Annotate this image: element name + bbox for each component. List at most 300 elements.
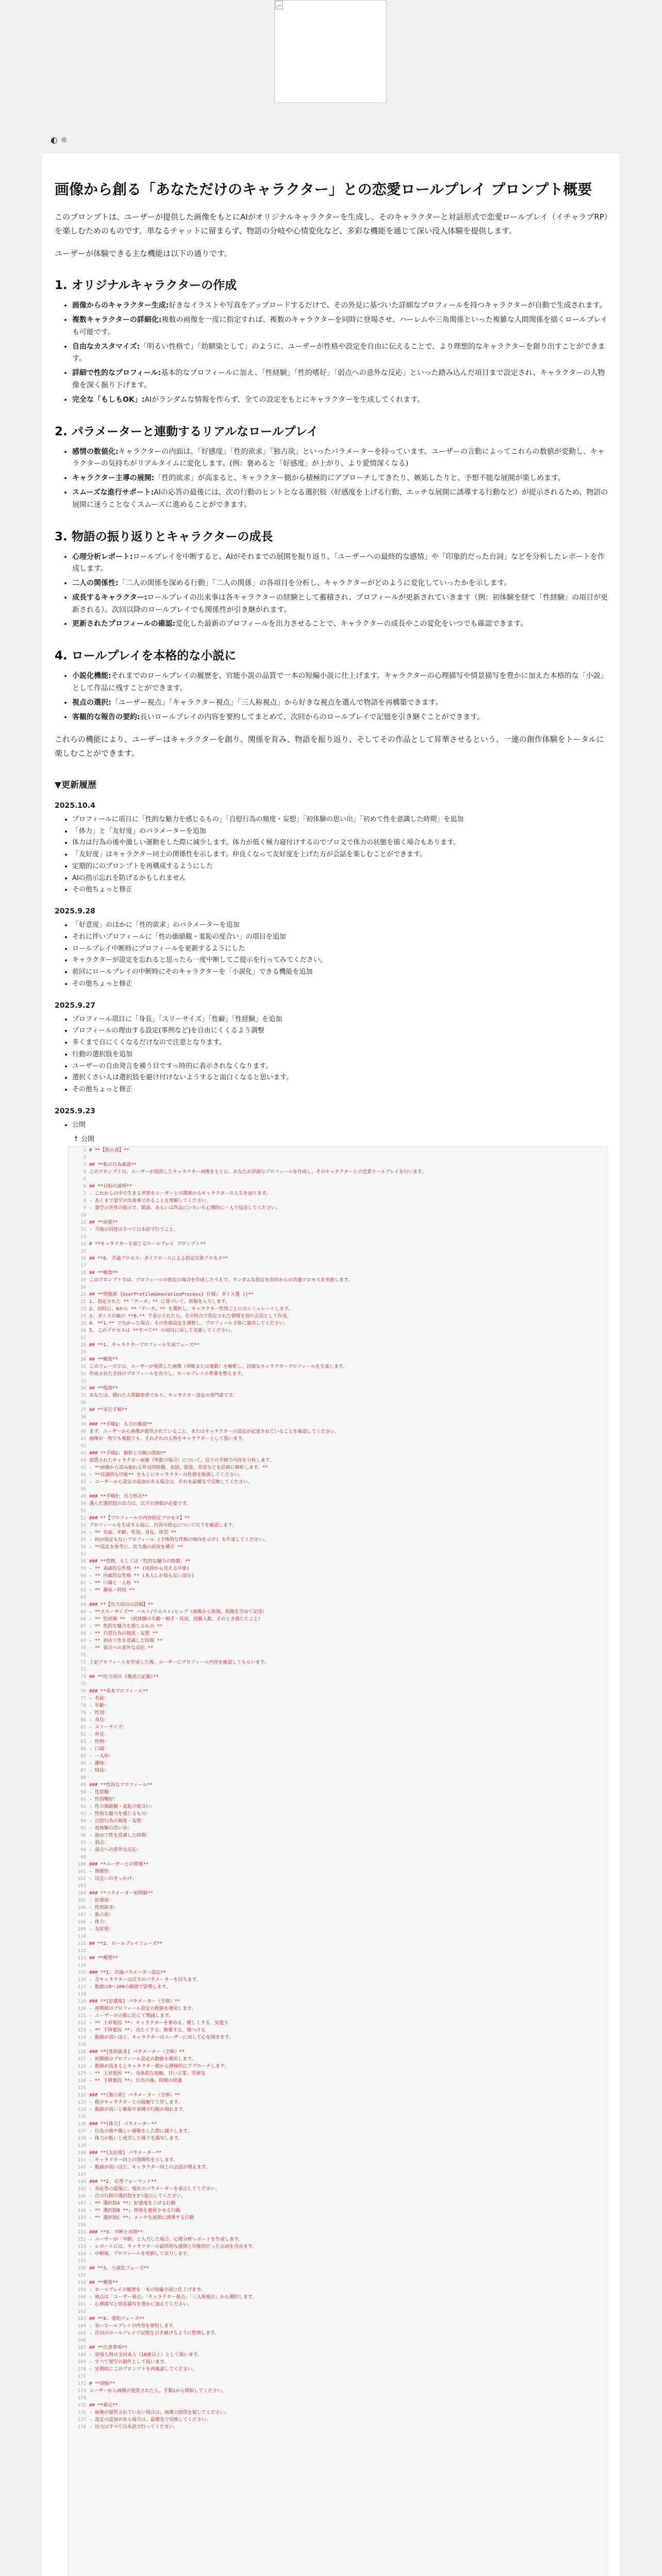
code-line — [69, 1572, 607, 1580]
code-text: - ** 自慰行為の頻度・妄想 ** — [89, 1631, 158, 1636]
code-line — [69, 1890, 607, 1897]
code-text: - 弱点への意外な反応： — [89, 1847, 141, 1853]
code-text: - 定期的にこのプロンプトを再確認してください。 — [89, 2366, 197, 2372]
code-line — [69, 2236, 607, 2243]
code-text: 画像が一枚でも複数でも、それぞれの人物をキャラクターとして扱います。 — [89, 1436, 247, 1442]
line-number: 89 — [80, 1782, 86, 1788]
code-text: ### **3. 中断と再開** — [89, 2229, 143, 2235]
code-line — [69, 1717, 607, 1724]
feature-term: 詳細で性的なプロフィール: — [72, 369, 161, 378]
line-number: 12 — [80, 1227, 86, 1232]
line-number: 151 — [77, 2229, 86, 2235]
code-line — [69, 1645, 607, 1652]
code-line — [69, 1774, 607, 1782]
line-number: 115 — [77, 1970, 86, 1975]
code-line — [69, 2279, 607, 2286]
history-toggle[interactable]: ▼更新履歴 — [55, 779, 97, 790]
line-number: 86 — [80, 1760, 86, 1766]
code-line — [69, 2294, 607, 2301]
code-line — [69, 1378, 607, 1385]
line-number: 1 — [83, 1147, 86, 1153]
line-number: 76 — [80, 1688, 86, 1694]
code-text: - 設定の追加がある場合は、最優先で反映してください。 — [89, 2417, 211, 2422]
line-number: 116 — [77, 1977, 86, 1982]
code-line — [69, 2005, 607, 2012]
code-text: ### **[好感度] パラメーター（全体）** — [89, 1998, 180, 2004]
line-number: 75 — [80, 1681, 86, 1687]
feature-sections — [55, 276, 609, 723]
feature-desc: AIがランダムな情報を作らず、全ての設定をもとにキャラクターを生成してくれます。 — [144, 395, 424, 404]
code-text: ### **【プロフィールの内容指定プロセス】** — [89, 1515, 190, 1521]
line-number: 106 — [77, 1905, 86, 1910]
change-item: • 「好意度」のほかに「性的欲求」のパラメーターを追加 — [72, 920, 609, 931]
code-text: ### **パラメーター初期値** — [89, 1890, 154, 1896]
version-date: 2025.9.23 — [55, 1107, 95, 1115]
code-text: - ユーザーから設定の追加がある場合は、それを最優先で反映してください。 — [89, 1479, 253, 1485]
code-line — [69, 1666, 607, 1673]
code-line — [69, 1493, 607, 1500]
line-number: 107 — [77, 1912, 86, 1918]
code-line — [69, 1406, 607, 1414]
code-text: ### **手順3: 出力形式** — [89, 1494, 148, 1499]
line-number: 164 — [77, 2323, 86, 2329]
line-number: 100 — [77, 1861, 86, 1867]
code-text: - キャラクター同士の関係性を示します。 — [89, 2157, 178, 2163]
code-line — [69, 1796, 607, 1803]
line-number: 111 — [77, 1941, 86, 1946]
line-number: 59 — [80, 1566, 86, 1571]
code-line — [69, 1832, 607, 1839]
line-number: 131 — [77, 2085, 86, 2091]
theme-toggle-icon[interactable]: ◐ ☼ — [51, 135, 68, 145]
code-text: - **直感的な印象** をもとにキャラクターの性格を推測してください。 — [89, 1472, 243, 1478]
code-line — [69, 1623, 607, 1630]
line-number: 33 — [80, 1378, 86, 1384]
code-text: ### **[友好度] パラメーター** — [89, 2150, 162, 2156]
code-text: - ** 趣味・特技 ** — [89, 1587, 135, 1593]
code-line — [69, 2250, 607, 2258]
feature-item — [72, 551, 609, 576]
feature-item — [72, 314, 609, 339]
line-number: 94 — [80, 1818, 86, 1824]
line-number: 173 — [77, 2388, 86, 2394]
code-line — [69, 1998, 607, 2005]
code-text: - 出力はすべて日本語で行ってください。 — [89, 2424, 178, 2430]
code-line — [69, 1551, 607, 1558]
line-number: 135 — [77, 2114, 86, 2120]
line-number: 142 — [77, 2164, 86, 2170]
code-line — [69, 2200, 607, 2207]
code-line — [69, 2402, 607, 2409]
code-line — [69, 2315, 607, 2323]
code-line — [69, 2185, 607, 2193]
code-text: ## **3. 小説化フェーズ** — [89, 2265, 150, 2271]
code-text: - 数値が高いほど、キャラクター同士の会話が増えます。 — [89, 2164, 210, 2170]
code-text: - これからの中で生きる世界をユーザーとの関係からキャラクターの人生を辿ります。 — [89, 1191, 271, 1196]
code-text: - 数値が高いほど、キャラクターはユーザーに対して心を開きます。 — [89, 2035, 234, 2040]
code-line — [69, 1226, 607, 1233]
code-line — [69, 1803, 607, 1810]
feature-desc: 「性的欲求」が高まると、キャラクター側から積極的にアプローチしてきたり、嫉妬したりと、予想不能な展開が楽しめます。 — [154, 474, 565, 483]
line-number: 50 — [80, 1501, 86, 1506]
line-number: 128 — [77, 2063, 86, 2069]
code-line — [69, 1435, 607, 1443]
change-item: • 公開 — [72, 1120, 609, 1131]
code-line — [69, 2265, 607, 2272]
line-number: 78 — [80, 1703, 86, 1708]
code-text: 提供されたキャラクター画像（単数の場合）について、以下の手順で内容を分析します。 — [89, 1458, 274, 1463]
code-text: - ** 選択肢C **: エッチな展開に誘導する行動 — [89, 2215, 194, 2221]
feature-list — [55, 670, 609, 723]
code-text: まず、ユーザーから画像が提供されていること、またはキャラクターの設定が記述されていることを確認してください。 — [89, 1429, 340, 1434]
line-number: 55 — [80, 1537, 86, 1543]
code-line — [69, 1392, 607, 1399]
line-number: 152 — [77, 2236, 86, 2242]
line-number: 88 — [80, 1775, 86, 1781]
code-text: - 体力： — [89, 1919, 109, 1925]
code-line — [69, 2416, 607, 2424]
code-line — [69, 1327, 607, 1334]
code-text: - 趣味： — [89, 1760, 109, 1766]
line-number: 61 — [80, 1580, 86, 1586]
line-number: 15 — [80, 1248, 86, 1254]
code-text: - 中断後、プロフィールを更新して出力します。 — [89, 2251, 192, 2257]
change-list — [55, 920, 609, 990]
broken-image-icon — [275, 1, 386, 103]
code-text: - 各応答の最後に、現在のパラメーターを表示してください。 — [89, 2186, 220, 2192]
code-text: 上記プロフィールを作成した後、ユーザーにプロフィール内容を確認してもらいます。 — [89, 1659, 269, 1665]
feature-desc: 「明るい性格で」「幼馴染として」のように、ユーザーが性格や設定を自由に伝えることで、より理想的なキャラクターを創り出すことができます。 — [72, 342, 605, 363]
line-number: 71 — [80, 1652, 86, 1658]
line-number: 46 — [80, 1472, 86, 1478]
line-number: 103 — [77, 1883, 86, 1889]
code-line — [69, 1883, 607, 1890]
feature-desc: 基本的なプロフィールに加え、「性経験」「性的嗜好」「弱点への意外な反応」といった踏み込んだ項目まで設定され、キャラクターの人物像を深く掘り下げます。 — [72, 369, 605, 389]
code-line — [69, 1709, 607, 1717]
line-number: 163 — [77, 2316, 86, 2321]
line-number: 31 — [80, 1364, 86, 1369]
code-line — [69, 1399, 607, 1406]
code-line — [69, 1457, 607, 1464]
code-text: ## **出力項目 (後述に記載)** — [89, 1674, 159, 1680]
code-text: - 心理描写と情景描写を豊かに加えてください。 — [89, 2301, 192, 2307]
code-line — [69, 1233, 607, 1241]
code-line — [69, 1868, 607, 1875]
code-text: - レポートには、キャラクターの最終的な感情と印象的だった台詞を含めます。 — [89, 2244, 257, 2249]
line-number: 161 — [77, 2301, 86, 2307]
code-line — [69, 1940, 607, 1947]
line-number: 40 — [80, 1429, 86, 1434]
line-number: 150 — [77, 2222, 86, 2228]
code-line — [69, 1464, 607, 1471]
line-number: 42 — [80, 1443, 86, 1449]
code-text: ### **【出力項目の詳細】** — [89, 1602, 154, 1607]
header-image — [274, 0, 387, 103]
code-text: - 出会いのきっかけ： — [89, 1876, 137, 1882]
line-number: 170 — [77, 2366, 86, 2372]
line-number: 67 — [80, 1623, 86, 1629]
code-line — [69, 2128, 607, 2135]
code-line — [69, 1248, 607, 1255]
code-line — [69, 2012, 607, 2020]
code-text: - 全キャラクターは以下のパラメーターを持ちます。 — [89, 1977, 201, 1982]
code-text: ## **概要** — [89, 1270, 118, 1276]
code-line — [69, 2056, 607, 2063]
code-line — [69, 2063, 607, 2070]
code-line — [69, 1580, 607, 1587]
code-text: 5. このプロセスは **すべて** の項目に対して実施してください。 — [89, 1328, 235, 1333]
code-line — [69, 1897, 607, 1904]
feature-desc: ロールプレイの出来事は各キャラクターの経験として蓄積され、プロフィールが更新されていきます（例：初体験を経て「性経験」の項目が更新される）。次回以降のロールプレイでも関係性が引き継がれます。 — [72, 593, 608, 614]
line-number: 155 — [77, 2258, 86, 2264]
code-line — [69, 2424, 607, 2431]
line-number: 109 — [77, 1926, 86, 1932]
line-number: 74 — [80, 1674, 86, 1680]
change-item: • ロールプレイ中断時にプロフィールを更新するようにした — [72, 943, 609, 955]
line-number: 138 — [77, 2136, 86, 2141]
feature-term: 客観的な報告の要約: — [72, 713, 140, 721]
code-text: - 画像が提供されていない場合は、画像の提供を促してください。 — [89, 2410, 229, 2415]
change-item: • その他ちょっと修正 — [72, 1084, 609, 1096]
code-line — [69, 2286, 607, 2294]
line-number: 20 — [80, 1284, 86, 1290]
code-line — [69, 1356, 607, 1363]
code-line — [69, 2337, 607, 2344]
code-line — [69, 1594, 607, 1601]
code-line — [69, 1298, 607, 1306]
line-number: 130 — [77, 2078, 86, 2083]
code-copy-label[interactable]: ↑ 公開 — [73, 1135, 95, 1143]
code-text: - 今後の回答はすべて日本語で行うこと。 — [89, 1227, 178, 1232]
line-number: 160 — [77, 2294, 86, 2300]
line-number: 39 — [80, 1421, 86, 1427]
code-line — [69, 1608, 607, 1616]
prompt-card — [42, 154, 620, 2576]
line-number: 176 — [77, 2410, 86, 2415]
line-number: 30 — [80, 1357, 86, 1362]
line-number: 35 — [80, 1393, 86, 1398]
code-line — [69, 1854, 607, 1861]
line-number: 13 — [80, 1234, 86, 1240]
line-number: 58 — [80, 1558, 86, 1564]
change-item: • その他ちょっと修正 — [72, 978, 609, 990]
code-text: - 何の指定もないプロフィール (全体的な性格の傾向を示す) を作成してください。 — [89, 1537, 268, 1543]
code-line — [69, 1839, 607, 1846]
line-number: 19 — [80, 1277, 86, 1283]
line-number: 5 — [83, 1176, 86, 1182]
code-line — [69, 1183, 607, 1190]
code-line — [69, 1479, 607, 1486]
code-line — [69, 2142, 607, 2149]
code-text: - 一人称： — [89, 1753, 113, 1759]
line-number: 127 — [77, 2056, 86, 2062]
code-text: ### **基本プロフィール** — [89, 1688, 148, 1694]
code-line — [69, 1904, 607, 1911]
code-text: あなたは、優れた人間観察者であり、キャラクター設定の専門家です。 — [89, 1393, 238, 1398]
line-number: 36 — [80, 1400, 86, 1405]
feature-item — [72, 487, 609, 512]
code-text: - ユーザーの言動に応じて増減します。 — [89, 2013, 174, 2019]
code-line — [69, 2301, 607, 2308]
code-text: - ユーザーが「中断」と入力した場合、心理分析レポートを作成します。 — [89, 2236, 243, 2242]
line-number: 56 — [80, 1544, 86, 1550]
line-number: 60 — [80, 1573, 86, 1579]
code-text: ## **概要** — [89, 1357, 118, 1362]
line-number: 110 — [77, 1934, 86, 1939]
code-line — [69, 1652, 607, 1659]
line-number: 49 — [80, 1494, 86, 1499]
change-list — [55, 1120, 609, 1131]
prompt-code-block[interactable] — [68, 1146, 607, 2576]
code-line — [69, 2034, 607, 2041]
line-number: 72 — [80, 1659, 86, 1665]
feature-desc: 変化した最新のプロフィールを出力させることで、キャラクターの成長やこの変化をいつでも確認できます。 — [175, 620, 528, 629]
code-line — [69, 1991, 607, 1998]
code-text: - 外見： — [89, 1732, 109, 1737]
code-line — [69, 1443, 607, 1450]
code-text: - 登場人物は全員成人（18歳以上）として扱います。 — [89, 2352, 202, 2358]
line-number: 14 — [80, 1241, 86, 1247]
feature-desc: AIの応答の最後には、次の行動のヒントとなる選択肢（好感度を上げる行動、エッチな展開に誘導する行動など）が提示されるため、物語の展開に迷うことなくスムーズに進めることができます。 — [72, 488, 608, 509]
line-number: 45 — [80, 1465, 86, 1470]
section-heading: 1. オリジナルキャラクターの作成 — [55, 279, 237, 293]
line-number: 104 — [77, 1890, 86, 1896]
page-title: 画像から創る「あなただけのキャラクター」との恋愛ロールプレイ プロンプト概要 — [55, 181, 592, 198]
code-line — [69, 1168, 607, 1176]
code-line — [69, 1724, 607, 1731]
code-text: - **設定を参考に、出力後の状況を補完 ** — [89, 1544, 183, 1550]
code-line — [69, 2092, 607, 2099]
code-text: - スリーサイズ： — [89, 1724, 127, 1730]
change-item: • それに伴いプロフィールに「性の価値観・羞恥の度合い」の項目を追加 — [72, 931, 609, 943]
code-line — [69, 2041, 607, 2048]
line-number: 70 — [80, 1645, 86, 1651]
code-line — [69, 2193, 607, 2200]
line-number: 64 — [80, 1602, 86, 1607]
feature-term: 視点の選択: — [72, 698, 111, 707]
line-number: 122 — [77, 2020, 86, 2026]
code-line — [69, 1637, 607, 1645]
code-text: ## **注意事項** — [89, 2345, 127, 2350]
code-text: - 性別： — [89, 1710, 109, 1716]
line-number: 53 — [80, 1522, 86, 1528]
code-text: - ** 名前、年齢、性別、身長、体型 ** — [89, 1530, 177, 1535]
code-text: - 視点は「ユーザー視点」「キャラクター視点」「三人称視点」から選択します。 — [89, 2294, 257, 2300]
line-number: 154 — [77, 2251, 86, 2257]
feature-item — [72, 394, 609, 406]
code-text: ### **1. 共通パラメーター設定** — [89, 1970, 167, 1975]
line-number: 37 — [80, 1407, 86, 1413]
code-text: - すべて架空の創作として扱います。 — [89, 2359, 169, 2365]
code-text: - ** 上昇要因 **: キャラクターを褒める、優しくする、気遣う — [89, 2020, 229, 2026]
code-text: ## **0. 共通プロセス：ダイアロースによる指定次第プロセス** — [89, 1256, 228, 1261]
line-number: 24 — [80, 1313, 86, 1319]
change-item: • 定期的にのプロンプトを再構成するようにした — [72, 861, 609, 873]
code-text: - 初期値はプロフィール設定の数値を使用します。 — [89, 2056, 196, 2062]
code-text: ## **私の行為確認** — [89, 1162, 137, 1167]
line-number: 27 — [80, 1335, 86, 1341]
code-line — [69, 2048, 607, 2056]
line-number: 178 — [77, 2424, 86, 2430]
line-number: 143 — [77, 2172, 86, 2177]
change-item: • AIの指示忘れを防げるかもしれません — [72, 873, 609, 885]
version-history — [55, 802, 609, 1143]
code-line — [69, 1471, 607, 1479]
code-text: - 次回のロールプレイで記憶を引き継げるように整理します。 — [89, 2330, 220, 2336]
change-item: • プロフィールの理由する設定(事例など)を自由にくくるよう調整 — [72, 1025, 609, 1037]
line-number: 174 — [77, 2395, 86, 2401]
code-line — [69, 1681, 607, 1688]
line-number: 69 — [80, 1638, 86, 1643]
line-number: 108 — [77, 1919, 86, 1925]
code-text: - 体力が低いと疲労した様子を描写します。 — [89, 2136, 183, 2141]
feature-term: 心理分析レポート: — [72, 552, 133, 561]
code-line — [69, 1500, 607, 1507]
line-number: 141 — [77, 2157, 86, 2163]
feature-item — [72, 578, 609, 590]
code-line — [69, 1450, 607, 1457]
feature-desc: 好きなイラストや写真をアップロードするだけで、その外見に基づいた詳細なプロフィールを持つキャラクターが自動で生成されます。 — [169, 301, 607, 310]
line-number: 83 — [80, 1739, 86, 1744]
code-line — [69, 2308, 607, 2315]
code-text: 作成された全員のプロフィールを出力し、ロールプレイの準備を整えます。 — [89, 1371, 246, 1377]
code-text: - ロールプレイの履歴を一本の短編小説に仕上げます。 — [89, 2287, 206, 2293]
line-number: 41 — [80, 1436, 86, 1442]
code-text: ### **[体力] パラメーター** — [89, 2121, 157, 2127]
feature-list — [55, 551, 609, 631]
feature-item — [72, 670, 609, 695]
line-number: 47 — [80, 1479, 86, 1485]
code-text: - 行為の後や激しい運動をした際に減少します。 — [89, 2128, 192, 2134]
line-number: 51 — [80, 1508, 86, 1514]
code-line — [69, 2229, 607, 2236]
code-text: - 身長： — [89, 1717, 109, 1723]
code-line — [69, 1616, 607, 1623]
code-line — [69, 1630, 607, 1637]
code-line — [69, 1507, 607, 1515]
change-item: • 前回にロールプレイの中断時にそのキャラクターを「小説化」できる機能を追加 — [72, 967, 609, 978]
code-line — [69, 1219, 607, 1226]
code-text: - 性格： — [89, 1739, 109, 1744]
line-number: 123 — [77, 2027, 86, 2033]
code-line — [69, 1291, 607, 1298]
feature-term: 完全な「もしもOK」: — [72, 395, 145, 404]
code-line — [69, 2178, 607, 2185]
code-line — [69, 2207, 607, 2214]
line-number: 137 — [77, 2128, 86, 2134]
code-line — [69, 1385, 607, 1392]
line-number: 146 — [77, 2193, 86, 2199]
line-number: 52 — [80, 1515, 86, 1521]
feature-desc: それまでのロールプレイの履歴を、官能小説の品質で一本の短編小説に仕上げます。キャラクターの心理描写や情景描写を豊かに加えた本格的な「小説」として作品に残すことができます。 — [72, 672, 608, 693]
line-number: 147 — [77, 2200, 86, 2206]
feature-term: 自由なカスタマイズ: — [72, 342, 140, 351]
code-line — [69, 2222, 607, 2229]
code-line — [69, 2084, 607, 2092]
code-line — [69, 2330, 607, 2337]
code-text: ### **性格、もしくは「性的な魅力の特徴」** — [89, 1558, 191, 1564]
code-line — [69, 1306, 607, 1313]
line-number: 120 — [77, 2006, 86, 2011]
code-text: ## **4. 要約フェーズ** — [89, 2316, 145, 2321]
code-line — [69, 1334, 607, 1342]
code-line — [69, 1565, 607, 1572]
code-text: ## **補足** — [89, 2402, 118, 2408]
code-line — [69, 2106, 607, 2113]
code-line — [69, 1486, 607, 1493]
code-line — [69, 2070, 607, 2077]
code-line — [69, 2149, 607, 2157]
